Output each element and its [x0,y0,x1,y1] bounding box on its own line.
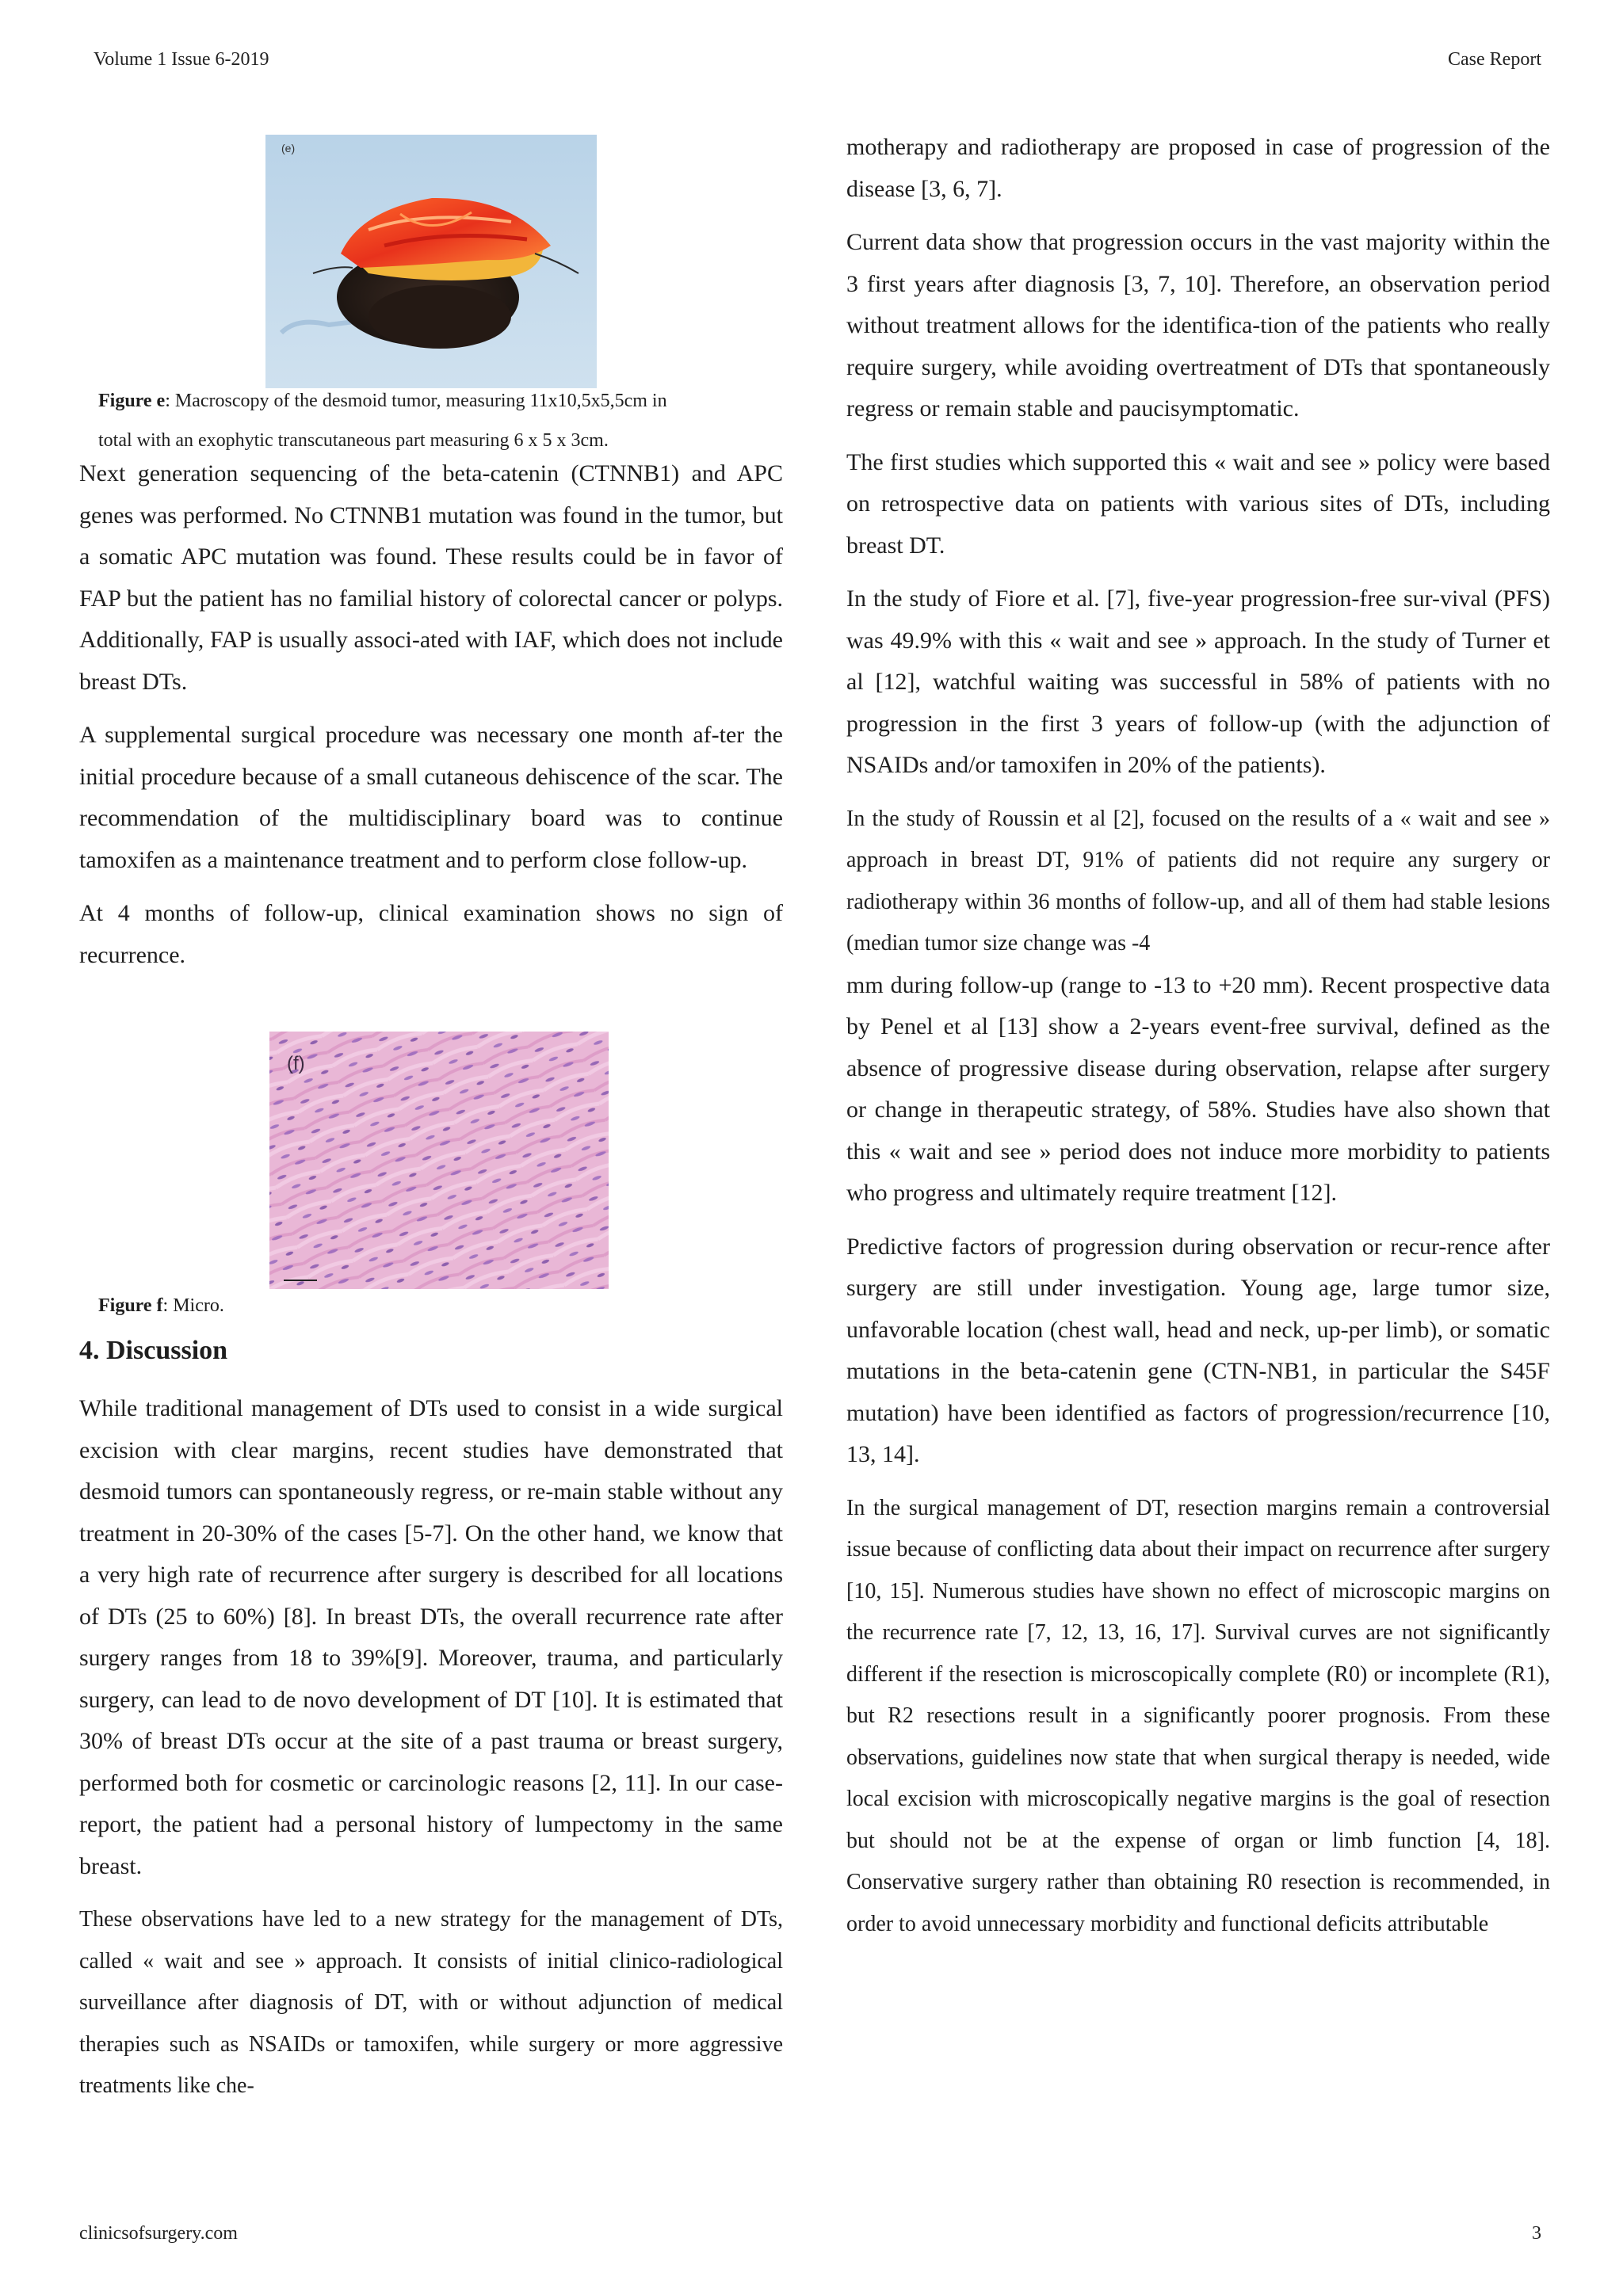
right-column-text [846,127,1550,1945]
figure-e-caption-text2: total with an exophytic transcutaneous part measuring 6 x 5 x 3cm. [98,430,609,451]
figure-f-photo [269,1032,609,1289]
figure-f-caption [98,1286,224,1325]
right-paragraph-2: Current data show that progression occurs in the vast majority within the 3 first years after diagnosis [3, 7, 10]. Therefore, an observation period without treatment allows for the identifica-tion of the patients who really require surgery, while avoiding overtreatment of DTs that spontaneously regress or remain stable and paucisymptomatic. [846,229,1550,421]
right-paragraph-7: Predictive factors of progression during observation or recur-rence after surgery are still under investigation. Young age, large tumor size, unfavorable location (chest wall, head and neck, up-per limb), or somatic mutations in the beta-catenin gene (CTN-NB1, in particular the S45F mutation) have been identified as factors of progression/recurrence [10, 13, 14]. [846,1233,1550,1467]
figure-e-caption-text: : Macroscopy of the desmoid tumor, measuring 11x10,5x5,5cm in [165,391,667,411]
figure-e-caption-label: Figure e [98,391,166,411]
left-paragraph-2: A supplemental surgical procedure was necessary one month af-ter the initial procedure because of a small cutaneous dehiscence of the scar. The recommendation of the multidisciplinary board was to continue tamoxifen as a maintenance treatment and to perform close follow-up. [79,722,783,873]
figure-f-caption-label: Figure f [98,1295,163,1316]
journal-website: clinicsofsurgery.com [79,2223,238,2244]
right-paragraph-5: In the study of Roussin et al [2], focused on the results of a « wait and see » approach in breast DT, 91% of patients did not require any surgery or radiotherapy within 36 months of follow-up, and all of them had stable lesions (median tumor size change was -4 [846,806,1550,955]
figure-e-image [265,135,597,388]
right-paragraph-6: mm during follow-up (range to -13 to +20 mm). Recent prospective data by Penel et al [13] show a 2-years event-free survival, defined as the absence of progressive disease during observation, relapse after surgery or change in therapeutic strategy, of 58%. Studies have also shown that this « wait and see » period does not induce more morbidity to patients who progress and ultimately require treatment [12]. [846,971,1550,1206]
right-paragraph-3: The first studies which supported this « wait and see » policy were based on retrospective data on patients with various sites of DTs, including breast DT. [846,448,1550,559]
left-paragraph-1: Next generation sequencing of the beta-catenin (CTNNB1) and APC genes was performed. No CTNNB1 mutation was found in the tumor, but a somatic APC mutation was found. These results could be in favor of FAP but the patient has no familial history of colorectal cancer or polyps. Additionally, FAP is usually associ-ated with IAF, which does not include breast DTs. [79,460,783,695]
figure-e-caption [98,381,796,460]
article-type: Case Report [1448,49,1541,70]
discussion-paragraph-2: These observations have led to a new strategy for the management of DTs, called « wait and see » approach. It consists of initial clinico-radiological surveillance after diagnosis of DT, with or without adjunction of medical therapies such as NSAIDs or tamoxifen, while surgery or more aggressive treatments like che- [79,1907,783,2098]
figure-e-photo [265,135,597,388]
left-paragraph-3: At 4 months of follow-up, clinical examination shows no sign of recurrence. [79,900,783,968]
section-title-discussion: 4. Discussion [79,1336,228,1365]
figure-f-image [269,1032,609,1289]
discussion-paragraph-1: While traditional management of DTs used to consist in a wide surgical excision with clear margins, recent studies have demonstrated that desmoid tumors can spontaneously regress, or re-main stable without any treatment in 20-30% of the cases [5-7]. On the other hand, we know that a very high rate of recurrence after surgery is described for all locations of DTs (25 to 60%) [8]. In breast DTs, the overall recurrence rate after surgery ranges from 18 to 39%[9]. Moreover, trauma, and particularly surgery, can lead to de novo development of DT [10]. It is estimated that 30% of breast DTs occur at the site of a past trauma or breast surgery, performed both for cosmetic or carcinologic reasons [2, 11]. In our case-report, the patient had a personal history of lumpectomy in the same breast. [79,1395,783,1879]
discussion-text [79,1388,783,2107]
figure-e-label: (e) [281,142,296,154]
figure-f-label: (f) [287,1053,305,1074]
right-paragraph-8: In the surgical management of DT, resection margins remain a controversial issue because of conflicting data about their impact on recurrence after surgery [10, 15]. Numerous studies have shown no effect of microscopic margins on the recurrence rate [7, 12, 13, 16, 17]. Survival curves are not significantly different if the resection is microscopically complete (R0) or incomplete (R1), but R2 resections result in a significantly poorer prognosis. From these observations, guidelines now state that when surgical therapy is needed, wide local excision with microscopically negative margins is the goal of resection but should not be at the expense of organ or limb function [4, 18]. Conservative surgery rather than obtaining R0 resection is recommended, in order to avoid unnecessary morbidity and functional deficits attributable [846,1495,1550,1936]
right-paragraph-1: motherapy and radiotherapy are proposed in case of progression of the disease [3, 6, 7]. [846,134,1550,202]
journal-volume: Volume 1 Issue 6-2019 [94,49,269,70]
page-number: 3 [1532,2223,1541,2244]
figure-f-caption-text: : Micro. [162,1295,224,1316]
right-paragraph-4: In the study of Fiore et al. [7], five-year progression-free sur-vival (PFS) was 49.9% with this « wait and see » approach. In the study of Turner et al [12], watchful waiting was successful in 58% of patients with no progression in the first 3 years of follow-up (with the adjunction of NSAIDs and/or tamoxifen in 20% of the patients). [846,585,1550,778]
left-column-text [79,453,783,976]
